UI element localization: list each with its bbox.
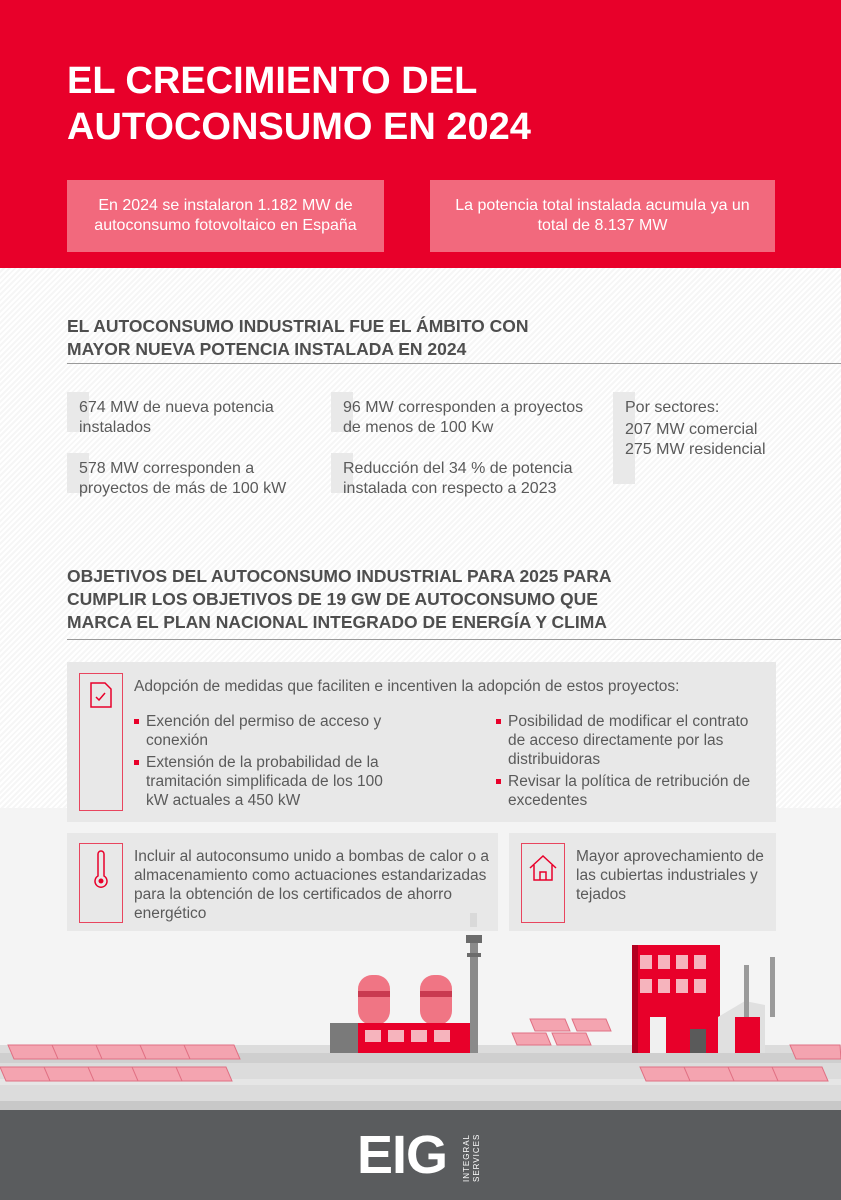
document-icon-frame (79, 673, 123, 811)
stat-text: 96 MW corresponden a proyectos de menos de 100 Kw (343, 399, 584, 436)
stat-text: 674 MW de nueva potencia instalados (79, 399, 274, 436)
stat-box-total-text: La potencia total instalada acumula ya un total de 8.137 MW (455, 197, 750, 234)
stat-box-installed (67, 180, 384, 252)
list-item: Revisar la política de retribución de excedentes (496, 772, 761, 810)
stat-text: Reducción del 34 % de potencia instalada con respecto a 2023 (343, 460, 573, 497)
brand-logo: EIG (357, 1125, 448, 1185)
measures-intro: Adopción de medidas que faciliten e incentiven la adopción de estos proyectos: (134, 678, 680, 695)
objectives-section-title: OBJETIVOS DEL AUTOCONSUMO INDUSTRIAL PARA 2025 PARA CUMPLIR LOS OBJETIVOS DE 19 GW DE AUTOCONSUMO QUE MARCA EL PLAN NACIONAL INTEGRADO DE ENERGÍA Y CLIMA (67, 566, 611, 632)
document-check-icon (80, 674, 122, 714)
sectors-commercial: 207 MW comercial (625, 421, 758, 438)
sectors-block (613, 398, 803, 460)
thermometer-icon (80, 844, 122, 894)
list-item: Posibilidad de modificar el contrato de acceso directamente por las distribuidoras (496, 712, 761, 769)
measures-list-left (134, 712, 404, 813)
brand-logo-line-2: SERVICES (472, 1133, 481, 1182)
stat-box-installed-text: En 2024 se instalaron 1.182 MW de autoconsumo fotovoltaico en España (94, 197, 357, 234)
stat-text: 578 MW corresponden a proyectos de más de 100 kW (79, 460, 287, 497)
stat-item (331, 459, 601, 499)
stat-item (67, 459, 317, 499)
industrial-divider (67, 363, 841, 364)
objectives-divider (67, 639, 841, 640)
list-item: Extensión de la probabilidad de la tramitación simplificada de los 100 kW actuales a 450 kW (134, 753, 404, 810)
page-title: EL CRECIMIENTO DEL AUTOCONSUMO EN 2024 (67, 60, 531, 148)
stat-box-total (430, 180, 775, 252)
heat-pump-text: Incluir al autoconsumo unido a bombas de calor o a almacenamiento como actuaciones estandarizadas para la obtención de los certificados de ahorro energético (134, 848, 489, 922)
roofs-text: Mayor aprovechamiento de las cubiertas industriales y tejados (576, 848, 764, 903)
sectors-label: Por sectores: (625, 399, 720, 416)
stat-item (67, 398, 287, 438)
house-icon (522, 844, 564, 894)
industrial-section-title: EL AUTOCONSUMO INDUSTRIAL FUE EL ÁMBITO CON MAYOR NUEVA POTENCIA INSTALADA EN 2024 (67, 316, 529, 359)
stat-item (331, 398, 591, 438)
list-item: Exención del permiso de acceso y conexión (134, 712, 404, 750)
industrial-landscape-illustration (0, 905, 841, 1110)
brand-logo-subtitle (462, 1128, 482, 1182)
measures-list-right (496, 712, 761, 813)
brand-logo-line-1: INTEGRAL (462, 1133, 471, 1182)
sectors-residential: 275 MW residencial (625, 441, 766, 458)
